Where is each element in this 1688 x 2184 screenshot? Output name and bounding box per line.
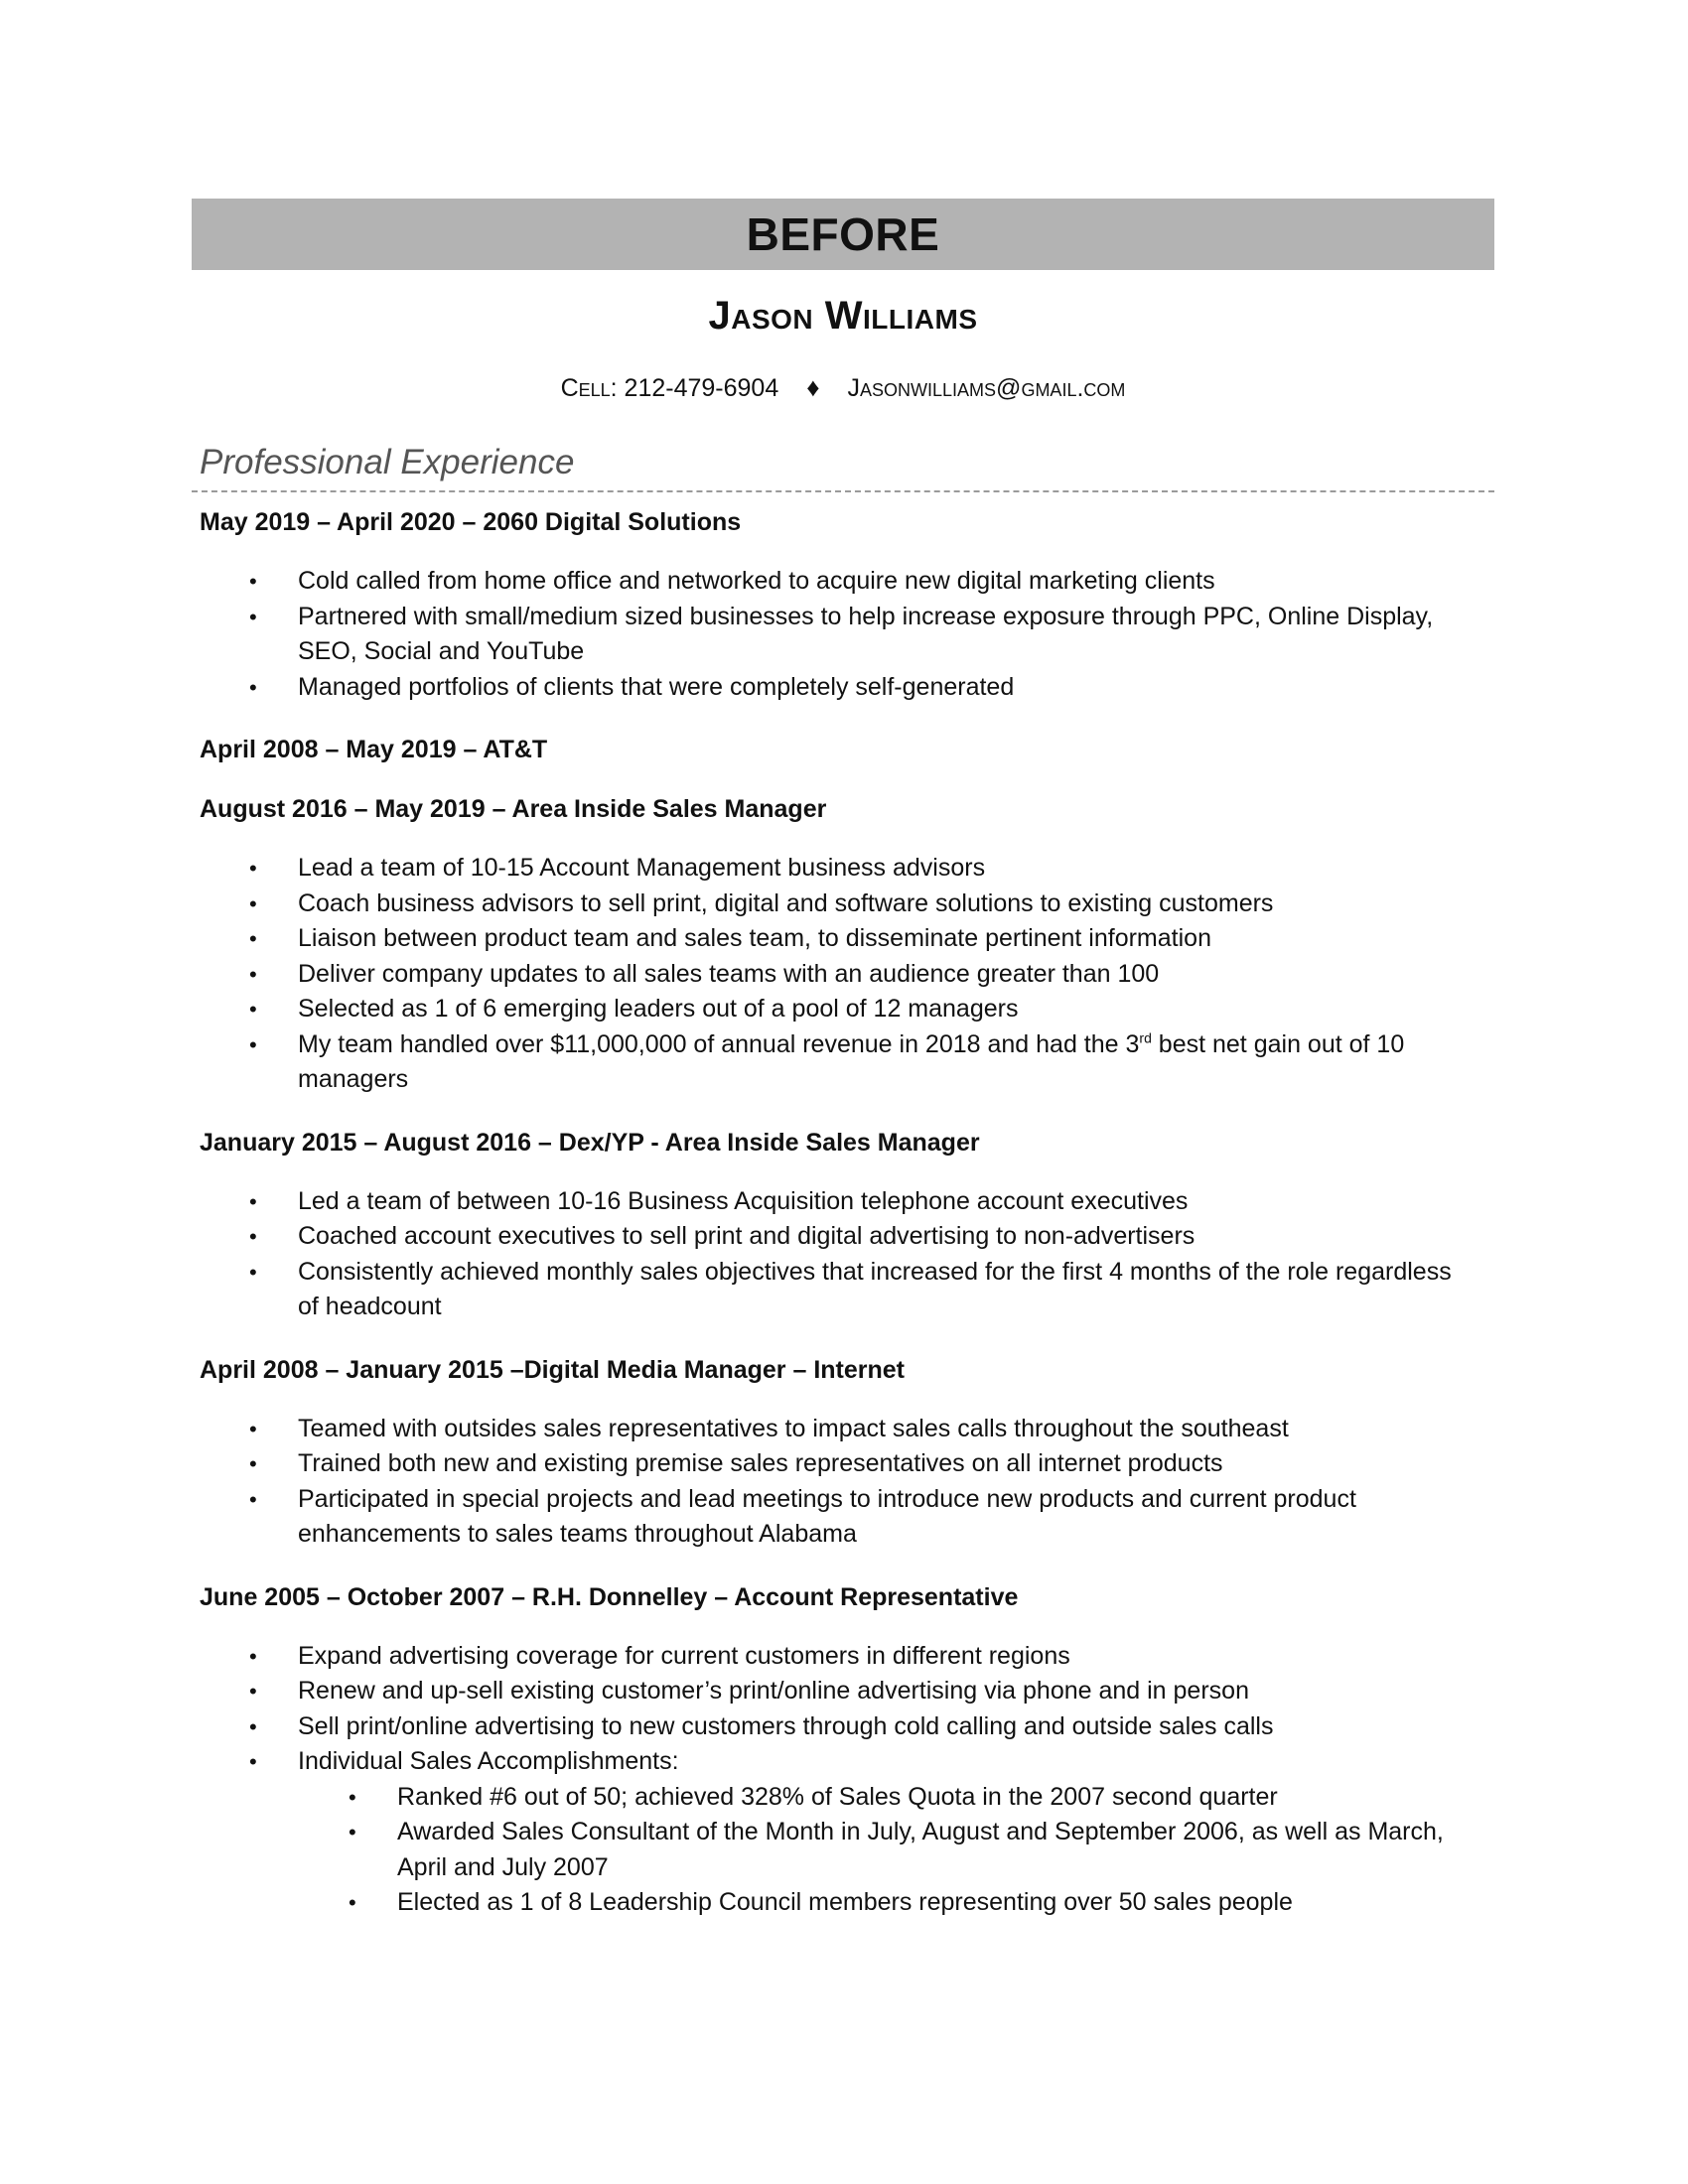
job-heading-dex-yp: January 2015 – August 2016 – Dex/YP - Area Inside Sales Manager <box>200 1128 980 1157</box>
bullet-icon: • <box>249 997 257 1022</box>
list-item: • Participated in special projects and lead meetings to introduce new products and current product enhancements to sales teams throughout Alabama <box>192 1482 1494 1553</box>
bullet-icon: • <box>249 604 257 629</box>
job-heading-rh-donnelley: June 2005 – October 2007 – R.H. Donnelley – Account Representative <box>200 1582 1019 1611</box>
bullet-icon: • <box>249 674 257 700</box>
bullet-icon: • <box>249 569 257 594</box>
job-bullets-digital-media-manager <box>192 1412 1494 1553</box>
list-item: • Partnered with small/medium sized businesses to help increase exposure through PPC, Online Display, SEO, Social and YouTube <box>192 600 1494 670</box>
list-item: • Liaison between product team and sales team, to disseminate pertinent information <box>192 921 1494 957</box>
job-heading-digital-media-manager: April 2008 – January 2015 –Digital Media Manager – Internet <box>200 1355 906 1384</box>
list-item: • Deliver company updates to all sales teams with an audience greater than 100 <box>192 957 1494 993</box>
bullet-icon: • <box>349 1820 356 1844</box>
list-item: • Managed portfolios of clients that were completely self-generated <box>192 670 1494 706</box>
list-item: • Coach business advisors to sell print, digital and software solutions to existing customers <box>192 887 1494 922</box>
bullet-icon: • <box>249 1031 257 1057</box>
section-divider <box>192 490 1494 492</box>
bullet-icon: • <box>249 1679 257 1704</box>
bullet-icon: • <box>249 1643 257 1669</box>
job-bullets-area-sales-manager <box>192 851 1494 1098</box>
bullet-icon: • <box>249 1188 257 1214</box>
email-address: Jasonwilliams@gmail.com <box>847 374 1126 402</box>
list-item: • Awarded Sales Consultant of the Month in July, August and September 2006, as well as March, April and July 2007 <box>192 1815 1494 1885</box>
list-item: • Consistently achieved monthly sales objectives that increased for the first 4 months of the role regardless of headcount <box>192 1255 1494 1325</box>
bullet-icon: • <box>249 1749 257 1774</box>
list-item: • Individual Sales Accomplishments: <box>192 1744 1494 1780</box>
bullet-icon: • <box>349 1890 356 1915</box>
job-heading-2060-digital: May 2019 – April 2020 – 2060 Digital Solutions <box>200 508 742 536</box>
bullet-icon: • <box>249 1259 257 1285</box>
resume-page <box>192 199 1494 1921</box>
job-heading-att: April 2008 – May 2019 – AT&T <box>200 736 548 763</box>
cell-phone: Cell: 212-479-6904 <box>560 374 779 402</box>
bullet-icon: • <box>249 890 257 916</box>
list-item: • Sell print/online advertising to new customers through cold calling and outside sales calls <box>192 1709 1494 1745</box>
bullet-icon: • <box>249 1486 257 1512</box>
bullet-icon: • <box>249 1224 257 1249</box>
list-item: • Coached account executives to sell print and digital advertising to non-advertisers <box>192 1219 1494 1255</box>
contact-line <box>192 372 1494 403</box>
candidate-name: Jason Williams <box>708 294 978 338</box>
bullet-icon: • <box>249 856 257 881</box>
list-item: • Cold called from home office and networked to acquire new digital marketing clients <box>192 564 1494 600</box>
list-item: • Selected as 1 of 6 emerging leaders out of a pool of 12 managers <box>192 992 1494 1027</box>
section-title-experience: Professional Experience <box>200 443 575 481</box>
list-item: • Trained both new and existing premise sales representatives on all internet products <box>192 1446 1494 1482</box>
job-bullets-rh-donnelley <box>192 1639 1494 1780</box>
before-banner: BEFORE <box>192 199 1494 270</box>
bullet-icon: • <box>249 1451 257 1476</box>
bullet-icon: • <box>249 1416 257 1441</box>
list-item: • Teamed with outsides sales representatives to impact sales calls throughout the southeast <box>192 1412 1494 1447</box>
list-item: • Renew and up-sell existing customer’s print/online advertising via phone and in person <box>192 1674 1494 1709</box>
bullet-icon: • <box>249 961 257 987</box>
bullet-icon: • <box>349 1784 356 1810</box>
bullet-icon: • <box>249 1713 257 1739</box>
job-bullets-dex-yp <box>192 1184 1494 1325</box>
list-item: • Led a team of between 10-16 Business Acquisition telephone account executives <box>192 1184 1494 1220</box>
job-bullets-2060-digital <box>192 564 1494 705</box>
list-item: • Elected as 1 of 8 Leadership Council members representing over 50 sales people <box>192 1885 1494 1921</box>
bullet-icon: • <box>249 926 257 951</box>
diamond-separator-icon: ♦ <box>806 372 820 402</box>
sales-accomplishments-list <box>192 1780 1494 1921</box>
list-item: • Lead a team of 10-15 Account Management business advisors <box>192 851 1494 887</box>
job-heading-area-sales-manager: August 2016 – May 2019 – Area Inside Sales Manager <box>200 795 827 823</box>
list-item: • Expand advertising coverage for current customers in different regions <box>192 1639 1494 1675</box>
list-item: • Ranked #6 out of 50; achieved 328% of Sales Quota in the 2007 second quarter <box>192 1780 1494 1816</box>
list-item: • My team handled over $11,000,000 of annual revenue in 2018 and had the 3rd best net gain out of 10 managers <box>192 1027 1494 1098</box>
